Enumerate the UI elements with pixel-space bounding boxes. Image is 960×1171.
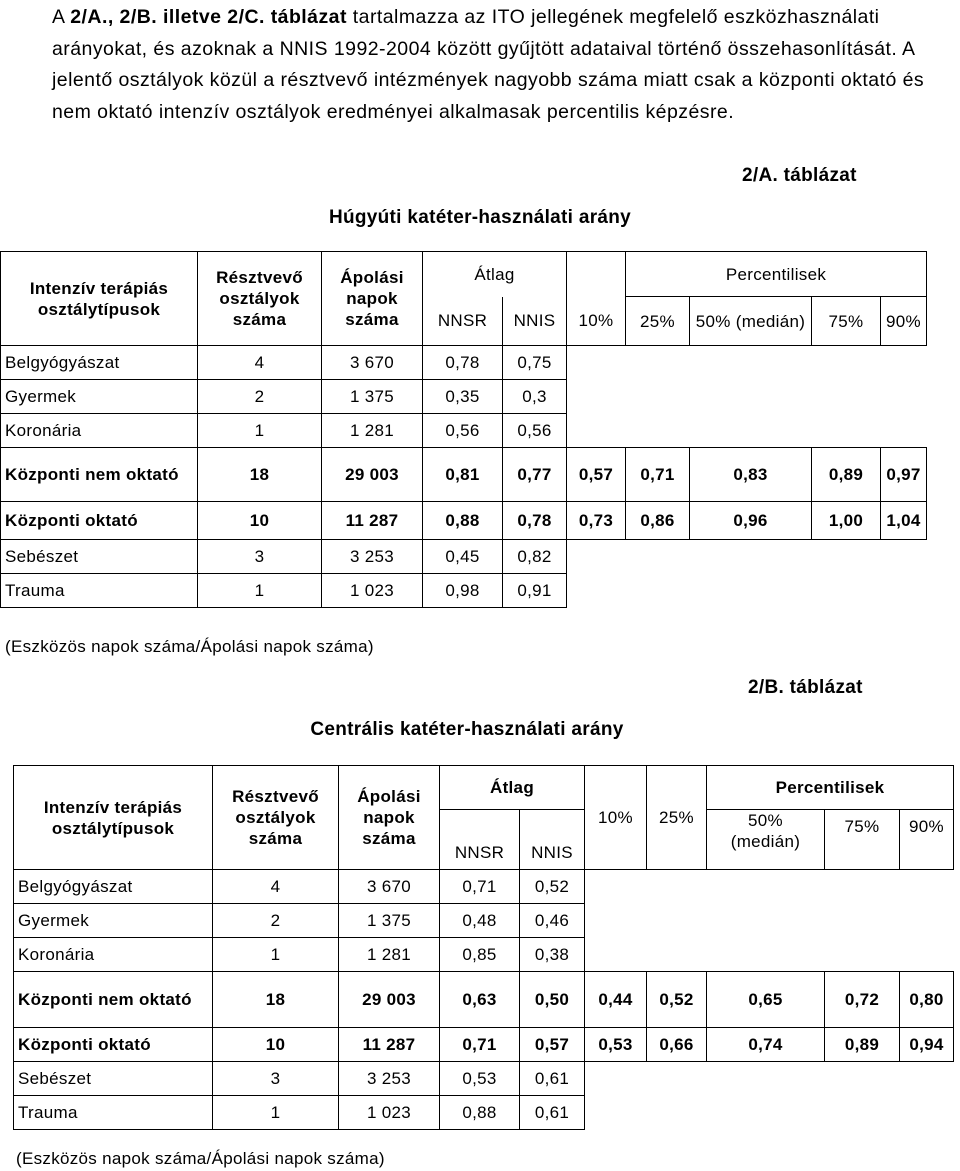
table-b-header-units: Résztvevő osztályok száma — [213, 766, 339, 870]
row-type: Központi oktató — [1, 502, 198, 540]
intro-text-rest: tartalmazza az ITO jellegének megfelelő eszközhasználati arányokat, és azoknak a NNIS 1992-2004 között gyűjtött adataival történő összehasonlítását. A jelentő osztályok közül a résztvevő intézmények nagyobb száma miatt csak a központi oktató és nem oktató intenzív osztályok eredményei alkalmasak percentilis képzésre. — [52, 6, 925, 123]
row-nnis: 0,56 — [503, 414, 567, 448]
row-units: 2 — [198, 380, 322, 414]
table-row — [1, 502, 927, 540]
table-b-header-percentiles: Percentilisek — [707, 766, 954, 810]
row-nnis: 0,3 — [503, 380, 567, 414]
row-units: 4 — [198, 346, 322, 380]
row-units: 18 — [213, 972, 339, 1028]
row-p90: 1,04 — [881, 502, 927, 540]
row-p50: 0,74 — [707, 1028, 825, 1062]
table-row — [14, 1096, 954, 1130]
table-row — [1, 414, 927, 448]
row-type: Központi nem oktató — [14, 972, 213, 1028]
table-a-label: 2/A. táblázat — [742, 165, 857, 186]
table-row — [1, 574, 927, 608]
row-p75: 0,72 — [825, 972, 900, 1028]
row-units: 4 — [213, 870, 339, 904]
row-units: 1 — [198, 414, 322, 448]
row-nnsr: 0,56 — [423, 414, 503, 448]
row-nnsr: 0,98 — [423, 574, 503, 608]
row-type: Központi nem oktató — [1, 448, 198, 502]
row-p25: 0,66 — [647, 1028, 707, 1062]
row-p50: 0,96 — [690, 502, 812, 540]
intro-table-refs: 2/A., 2/B. illetve 2/C. táblázat — [70, 6, 347, 28]
table-b-header-nnsr: NNSR — [440, 810, 520, 870]
row-days: 3 670 — [322, 346, 423, 380]
row-nnsr: 0,45 — [423, 540, 503, 574]
row-p75: 1,00 — [812, 502, 881, 540]
row-type: Gyermek — [14, 904, 213, 938]
table-a-header-units: Résztvevő osztályok száma — [198, 252, 322, 346]
table-row — [1, 346, 927, 380]
row-type: Sebészet — [1, 540, 198, 574]
table-a-header-p90: 90% — [881, 297, 927, 346]
table-row — [1, 540, 927, 574]
row-p75: 0,89 — [812, 448, 881, 502]
row-nnsr: 0,71 — [440, 1028, 520, 1062]
row-p10: 0,44 — [585, 972, 647, 1028]
row-p50: 0,65 — [707, 972, 825, 1028]
row-units: 1 — [198, 574, 322, 608]
row-p25: 0,71 — [626, 448, 690, 502]
row-p10: 0,73 — [567, 502, 626, 540]
table-a-header-p75: 75% — [812, 297, 881, 346]
row-nnis: 0,75 — [503, 346, 567, 380]
table-a-header-p10: 10% — [567, 297, 626, 346]
row-type: Sebészet — [14, 1062, 213, 1096]
row-p25: 0,86 — [626, 502, 690, 540]
row-nnsr: 0,85 — [440, 938, 520, 972]
table-row — [1, 380, 927, 414]
row-p10: 0,53 — [585, 1028, 647, 1062]
row-p50: 0,83 — [690, 448, 812, 502]
table-b-header-type: Intenzív terápiás osztálytípusok — [14, 766, 213, 870]
table-a-header-nnsr: NNSR — [423, 297, 503, 346]
row-nnis: 0,52 — [520, 870, 585, 904]
row-units: 10 — [213, 1028, 339, 1062]
table-b-header-days: Ápolási napok száma — [339, 766, 440, 870]
table-a-header-nnis: NNIS — [503, 297, 567, 346]
table-row — [14, 972, 954, 1028]
row-type: Belgyógyászat — [1, 346, 198, 380]
row-days: 3 253 — [322, 540, 423, 574]
row-nnis: 0,77 — [503, 448, 567, 502]
row-units: 1 — [213, 1096, 339, 1130]
table-a-header-p25: 25% — [626, 297, 690, 346]
table-b — [13, 765, 954, 1130]
table-b-header-nnis: NNIS — [520, 810, 585, 870]
row-days: 1 023 — [322, 574, 423, 608]
row-units: 2 — [213, 904, 339, 938]
row-type: Trauma — [1, 574, 198, 608]
intro-paragraph — [52, 2, 932, 128]
table-row — [14, 904, 954, 938]
row-type: Központi oktató — [14, 1028, 213, 1062]
row-nnis: 0,82 — [503, 540, 567, 574]
row-p75: 0,89 — [825, 1028, 900, 1062]
table-row — [14, 938, 954, 972]
table-b-header-p90: 90% — [900, 810, 954, 870]
table-a-header-p50: 50% (medián) — [690, 297, 812, 346]
row-days: 1 023 — [339, 1096, 440, 1130]
row-days: 29 003 — [339, 972, 440, 1028]
row-nnsr: 0,53 — [440, 1062, 520, 1096]
row-days: 29 003 — [322, 448, 423, 502]
table-a-header-type: Intenzív terápiás osztálytípusok — [1, 252, 198, 346]
row-nnsr: 0,48 — [440, 904, 520, 938]
row-type: Belgyógyászat — [14, 870, 213, 904]
table-row — [14, 1028, 954, 1062]
row-days: 11 287 — [322, 502, 423, 540]
table-b-label: 2/B. táblázat — [748, 677, 863, 698]
table-row — [14, 1062, 954, 1096]
row-nnsr: 0,71 — [440, 870, 520, 904]
row-days: 1 375 — [322, 380, 423, 414]
table-b-header-p75: 75% — [825, 810, 900, 870]
row-days: 3 253 — [339, 1062, 440, 1096]
row-units: 1 — [213, 938, 339, 972]
row-p90: 0,80 — [900, 972, 954, 1028]
row-type: Koronária — [1, 414, 198, 448]
table-b-note: (Eszközös napok száma/Ápolási napok száma) — [16, 1149, 385, 1168]
row-type: Gyermek — [1, 380, 198, 414]
row-p90: 0,94 — [900, 1028, 954, 1062]
table-a-header-percentiles: Percentilisek — [626, 252, 927, 297]
row-units: 3 — [213, 1062, 339, 1096]
row-nnis: 0,38 — [520, 938, 585, 972]
row-units: 18 — [198, 448, 322, 502]
table-b-header-p25: 25% — [647, 766, 707, 870]
row-nnsr: 0,88 — [423, 502, 503, 540]
table-a-title: Húgyúti katéter-használati arány — [328, 207, 632, 228]
row-type: Trauma — [14, 1096, 213, 1130]
row-units: 10 — [198, 502, 322, 540]
row-p90: 0,97 — [881, 448, 927, 502]
row-nnis: 0,50 — [520, 972, 585, 1028]
table-b-header-p10: 10% — [585, 766, 647, 870]
row-days: 11 287 — [339, 1028, 440, 1062]
row-nnsr: 0,78 — [423, 346, 503, 380]
row-type: Koronária — [14, 938, 213, 972]
row-nnis: 0,78 — [503, 502, 567, 540]
table-a-header-days: Ápolási napok száma — [322, 252, 423, 346]
row-nnis: 0,91 — [503, 574, 567, 608]
row-nnis: 0,61 — [520, 1062, 585, 1096]
intro-text-start: A — [52, 6, 71, 28]
row-nnsr: 0,88 — [440, 1096, 520, 1130]
table-row — [14, 870, 954, 904]
table-a — [0, 251, 927, 608]
table-a-note: (Eszközös napok száma/Ápolási napok száma) — [5, 637, 374, 656]
table-a-header-avg: Átlag — [423, 252, 567, 297]
row-units: 3 — [198, 540, 322, 574]
row-nnis: 0,61 — [520, 1096, 585, 1130]
row-nnsr: 0,81 — [423, 448, 503, 502]
row-nnis: 0,57 — [520, 1028, 585, 1062]
row-days: 1 375 — [339, 904, 440, 938]
row-nnsr: 0,63 — [440, 972, 520, 1028]
row-p25: 0,52 — [647, 972, 707, 1028]
row-days: 3 670 — [339, 870, 440, 904]
table-b-header-avg: Átlag — [440, 766, 585, 810]
row-days: 1 281 — [322, 414, 423, 448]
row-nnis: 0,46 — [520, 904, 585, 938]
row-nnsr: 0,35 — [423, 380, 503, 414]
row-p10: 0,57 — [567, 448, 626, 502]
row-days: 1 281 — [339, 938, 440, 972]
table-b-header-p50: 50% (medián) — [707, 810, 825, 870]
table-b-title: Centrális katéter-használati arány — [310, 719, 624, 740]
table-row — [1, 448, 927, 502]
